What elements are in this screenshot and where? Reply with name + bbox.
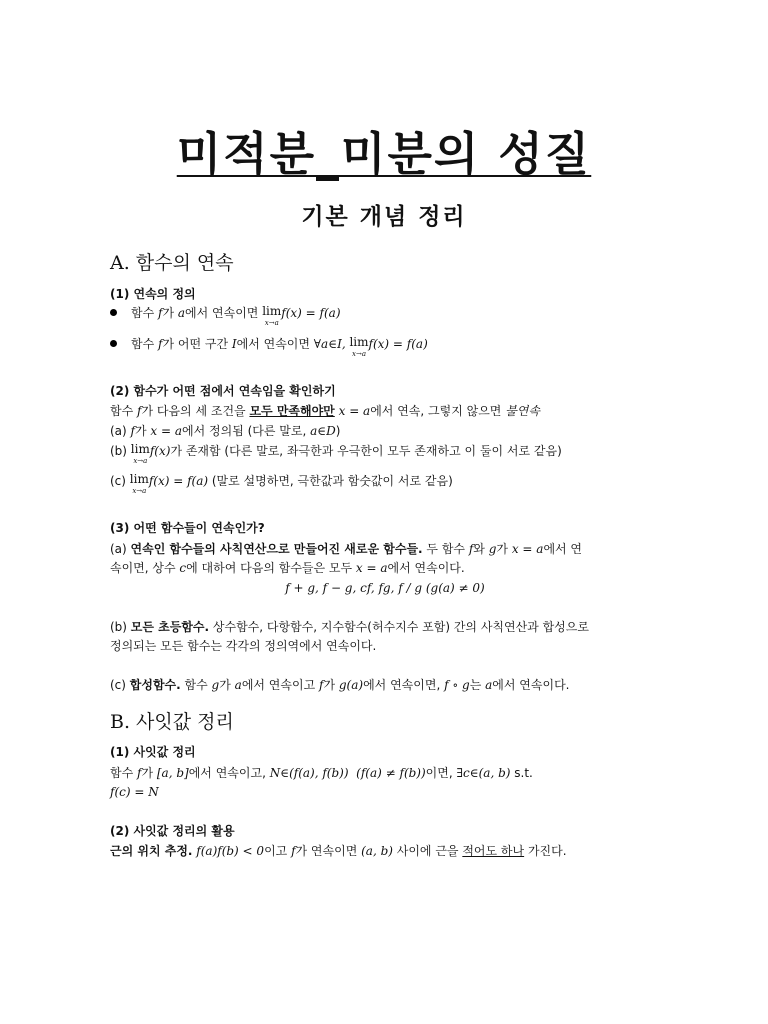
a3-item-b-line1: (b) 모든 초등함수. 상수함수, 다항함수, 지수함수(허수지수 포함) 간의 사칙연산과 합성으로 (110, 620, 589, 634)
a3-formula: f + g, f − g, cf, fg, f / g (g(a) ≠ 0) (285, 581, 485, 595)
page-subtitle: 기본 개념 정리 (301, 204, 467, 230)
limit-notation: lim x→a (262, 304, 282, 327)
a3-item-a-line2: 속이면, 상수 c에 대하여 다음의 함수들은 모두 x = a에서 연속이다. (110, 561, 465, 575)
a3-item-a-line1: (a) 연속인 함수들의 사칙연산으로 만들어진 새로운 함수들. 두 함수 f와 g가 x = a에서 연 (110, 542, 583, 556)
b1-line1: 함수 f가 [a, b]에서 연속이고, N∈(f(a), f(b)) (f(a) ≠ f(b))이면, ∃c∈(a, b) s.t. (110, 766, 533, 780)
a2-intro: 함수 f가 다음의 세 조건을 모두 만족해야만 x = a에서 연속, 그렇지 않으면 불연속 (110, 404, 540, 418)
a1-bullet-2: 함수 f가 어떤 구간 I에서 연속이면 ∀a∈I, lim x→a f(x) = f(a) (110, 336, 428, 360)
a3-item-c: (c) 합성함수. 함수 g가 a에서 연속이고 f가 g(a)에서 연속이면, f ∘ g는 a에서 연속이다. (110, 678, 570, 692)
limit-notation: lim x→a (130, 442, 150, 465)
bullet-icon (110, 309, 117, 316)
a2-heading: (2) 함수가 어떤 점에서 연속임을 확인하기 (110, 384, 336, 398)
bullet-icon (110, 340, 117, 347)
b2-heading: (2) 사잇값 정리의 활용 (110, 824, 235, 838)
a3-heading: (3) 어떤 함수들이 연속인가? (110, 521, 265, 535)
b1-heading: (1) 사잇값 정리 (110, 745, 196, 759)
a2-condition-c: (c) lim x→a f(x) = f(a) (말로 설명하면, 극한값과 함숫값이 서로 같음) (110, 472, 453, 495)
limit-notation: lim x→a (349, 335, 369, 358)
limit-notation: lim x→a (129, 472, 149, 495)
section-b-heading: B. 사잇값 정리 (110, 711, 234, 733)
b2-line1: 근의 위치 추정. f(a)f(b) < 0이고 f가 연속이면 (a, b) 사이에 근을 적어도 하나 가진다. (110, 844, 567, 858)
a1-heading: (1) 연속의 정의 (110, 287, 196, 301)
a1-bullet-1: 함수 f가 a에서 연속이면 lim x→a f(x) = f(a) (110, 305, 341, 329)
a2-condition-b: (b) lim x→a f(x)가 존재함 (다른 말로, 좌극한과 우극한이 모두 존재하고 이 둘이 서로 같음) (110, 442, 562, 465)
b1-line2: f(c) = N (110, 785, 159, 799)
section-a-heading: A. 함수의 연속 (110, 252, 234, 274)
page-title: 미적분_미분의 성질 (176, 127, 592, 181)
a2-condition-a: (a) f가 x = a에서 정의됨 (다른 말로, a∈D) (110, 424, 341, 438)
a3-item-b-line2: 정의되는 모든 함수는 각각의 정의역에서 연속이다. (110, 639, 377, 653)
